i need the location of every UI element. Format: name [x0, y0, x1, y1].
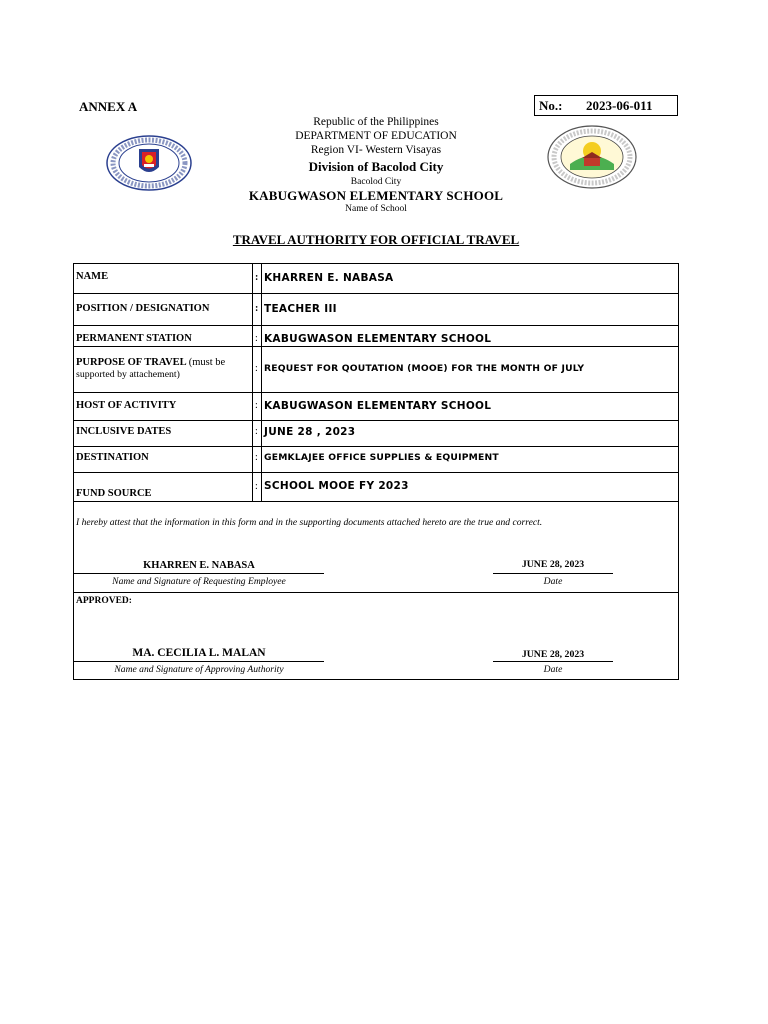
- row-divider: [73, 392, 679, 393]
- field-label-fund: FUND SOURCE: [76, 488, 152, 499]
- field-value-host: KABUGWASON ELEMENTARY SCHOOL: [264, 400, 492, 412]
- approver-date-caption: Date: [543, 664, 563, 675]
- row-divider: [73, 293, 679, 294]
- header-department: DEPARTMENT OF EDUCATION: [295, 130, 457, 142]
- header-school: KABUGWASON ELEMENTARY SCHOOL: [248, 188, 504, 203]
- field-value-position: TEACHER III: [264, 303, 337, 315]
- document-number-value: 2023-06-011: [586, 98, 653, 113]
- field-label-dates: INCLUSIVE DATES: [76, 426, 172, 437]
- header-republic: Republic of the Philippines: [313, 116, 439, 128]
- approver-signature-line: [74, 661, 324, 662]
- field-value-destination: GEMKLAJEE OFFICE SUPPLIES & EQUIPMENT: [264, 452, 499, 463]
- field-value-name: KHARREN E. NABASA: [264, 272, 394, 284]
- form-title: TRAVEL AUTHORITY FOR OFFICIAL TRAVEL: [232, 232, 520, 247]
- field-colon: :: [255, 452, 258, 463]
- field-colon: :: [255, 303, 259, 314]
- field-colon: :: [255, 426, 258, 437]
- field-label-position: POSITION / DESIGNATION: [76, 303, 210, 314]
- field-colon: :: [255, 333, 258, 344]
- requester-caption: Name and Signature of Requesting Employee: [112, 576, 286, 587]
- field-value-purpose: REQUEST FOR QOUTATION (MOOE) FOR THE MONTH OF JULY: [264, 363, 585, 374]
- field-label-station: PERMANENT STATION: [76, 333, 192, 344]
- field-colon: :: [255, 400, 258, 411]
- colon-column-divider: [261, 263, 262, 501]
- requester-signature-line: [74, 573, 324, 574]
- annex-label: ANNEX A: [79, 99, 138, 114]
- requester-date-line: [493, 573, 613, 574]
- row-divider: [73, 501, 679, 502]
- header-division: Division of Bacolod City: [308, 159, 444, 174]
- requester-name: KHARREN E. NABASA: [143, 560, 255, 571]
- document-number-box: [534, 95, 678, 116]
- field-label-destination: DESTINATION: [76, 452, 149, 463]
- row-divider: [73, 420, 679, 421]
- row-divider: [73, 472, 679, 473]
- field-label-name: NAME: [76, 271, 109, 282]
- field-colon: :: [255, 363, 258, 374]
- row-divider: [73, 346, 679, 347]
- header-region: Region VI- Western Visayas: [310, 144, 442, 156]
- field-colon: :: [255, 272, 259, 283]
- purpose-label-main: PURPOSE OF TRAVEL: [76, 357, 187, 368]
- approver-date: JUNE 28, 2023: [521, 649, 585, 660]
- header-city: Bacolod City: [350, 177, 402, 187]
- purpose-label-note: (must be: [188, 357, 226, 368]
- purpose-label-note-2: supported by attachement): [76, 369, 180, 380]
- field-label-host: HOST OF ACTIVITY: [76, 400, 177, 411]
- row-divider: [73, 325, 679, 326]
- header-school-caption: Name of School: [345, 204, 407, 214]
- field-value-dates: JUNE 28 , 2023: [264, 426, 356, 438]
- label-column-divider: [252, 263, 253, 501]
- document-number-label: No.:: [539, 98, 563, 113]
- deped-seal-logo: [106, 135, 192, 196]
- requester-date-caption: Date: [543, 576, 563, 587]
- field-value-fund: SCHOOL MOOE FY 2023: [264, 480, 409, 492]
- field-colon: :: [255, 481, 258, 492]
- approved-label: APPROVED:: [76, 596, 132, 606]
- attestation-text: I hereby attest that the information in this form and in the supporting documents attached hereto are the true and correct.: [76, 517, 543, 528]
- section-divider: [73, 592, 679, 593]
- approver-date-line: [493, 661, 613, 662]
- row-divider: [73, 446, 679, 447]
- field-value-station: KABUGWASON ELEMENTARY SCHOOL: [264, 333, 492, 345]
- approver-caption: Name and Signature of Approving Authority: [114, 664, 284, 675]
- school-seal-logo: [546, 124, 638, 195]
- approver-name: MA. CECILIA L. MALAN: [132, 647, 266, 659]
- requester-date: JUNE 28, 2023: [521, 559, 585, 570]
- field-label-purpose: [76, 357, 225, 381]
